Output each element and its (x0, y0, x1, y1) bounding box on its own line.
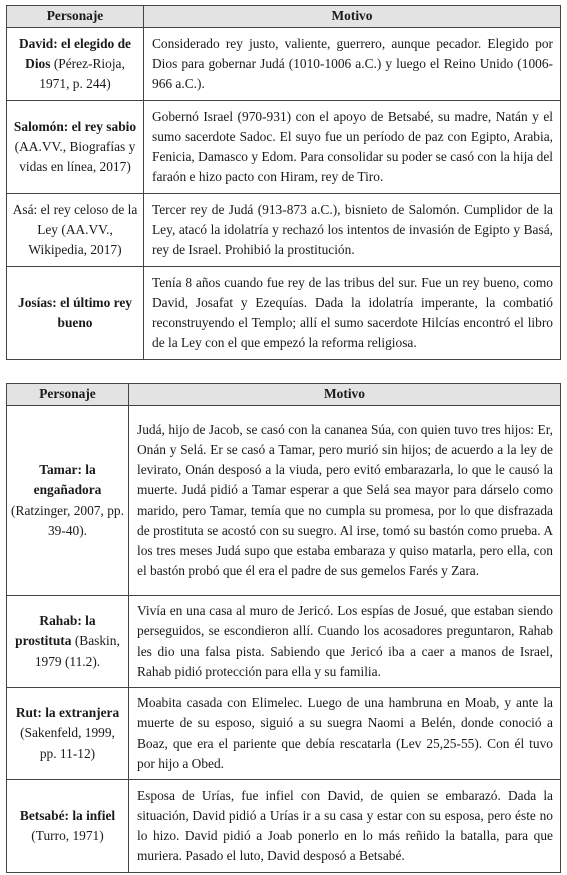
table-row (7, 406, 561, 596)
table-row (7, 780, 561, 873)
person-reference: Asá: el rey celoso de la Ley (AA.VV., Wikipedia, 2017) (12, 201, 138, 258)
reason-cell: Judá, hijo de Jacob, se casó con la cananea Súa, con quien tuvo tres hijos: Er, Onán y Selá. Er se casó a Tamar, pero murió sin hijos; de acuerdo a la ley de levirato, Onán desposó a la viuda, pero evitó embarazarla, lo que le causó la muerte. Judá pidió a Tamar esperar a que Selá sea mayor para dárselo como marido, pero Tamar, temía que no cumpla su promesa, por lo que disfrazada de prostituta se acostó con su suegro. Al irse, tomó su bastón como prueba. A los tres meses Judá supo que estaba embaraza y quiso matarla, pero ella, con el bastón probó que él era el padre de sus gemelos Farés y Zara. (129, 406, 561, 596)
person-cell (7, 267, 144, 360)
header-motivo: Motivo (129, 384, 561, 406)
header-personaje: Personaje (7, 384, 129, 406)
reason-cell: Moabita casada con Elimelec. Luego de una hambruna en Moab, y ante la muerte de su esposo, siguió a su suegra Naomi a Belén, donde conoció a Boaz, que era el pariente que debía rescatarla (Lev 25,25-55). Con él tuvo por hijo a Obed. (129, 688, 561, 780)
person-cell (7, 101, 144, 194)
person-name: Josías: el último rey bueno (18, 294, 132, 330)
table-header-row (7, 6, 561, 28)
person-reference: (Ratzinger, 2007, pp. 39-40). (11, 502, 124, 538)
person-name: Betsabé: la infiel (19, 807, 116, 823)
reason-cell: Esposa de Urías, fue infiel con David, de quien se embarazó. Dada la situación, David pidió a Urías ir a su casa y estar con su esposa, pero éste no lo hizo. David pidió a Joab ponerlo en lo más reñido la batalla, para que muriera. Pasado el luto, David desposó a Betsabé. (129, 780, 561, 873)
person-cell (7, 406, 129, 596)
person-name: Rut: la extranjera (15, 705, 120, 721)
women-table (6, 383, 561, 873)
kings-table (6, 5, 561, 360)
person-reference: (Pérez-Rioja, 1971, p. 244) (39, 55, 125, 92)
person-cell (7, 596, 129, 688)
person-name: Salomón: el rey sabio (13, 118, 137, 134)
reason-cell: Tenía 8 años cuando fue rey de las tribus del sur. Fue un rey bueno, como David, Josafat y Ezequías. Dada la idolatría imperante, la combatió reconstruyendo el Templo; allí el sumo sacerdote Hilcías encontró el libro de la Ley con el que empezó la reforma religiosa. (144, 267, 561, 360)
person-reference: (Baskin, 1979 (11.2). (34, 633, 120, 669)
header-motivo: Motivo (144, 6, 561, 28)
person-name: Rahab: la prostituta (15, 613, 96, 649)
person-cell (7, 28, 144, 101)
reason-cell: Tercer rey de Judá (913-873 a.C.), bisnieto de Salomón. Cumplidor de la Ley, atacó la idolatría y rechazó los intentos de invasión de Egipto y Basá, rey de Israel. Prohibió la prostitución. (144, 194, 561, 267)
person-reference: (Sakenfeld, 1999, pp. 11-12) (20, 725, 115, 761)
reason-cell: Considerado rey justo, valiente, guerrero, aunque pecador. Elegido por Dios para gobernar Judá (1010-1006 a.C.) y luego el Reino Unido (1006-966 a.C.). (144, 28, 561, 101)
person-cell (7, 194, 144, 267)
table-row (7, 596, 561, 688)
header-personaje: Personaje (7, 6, 144, 28)
person-cell (7, 688, 129, 780)
reason-cell: Vivía en una casa al muro de Jericó. Los espías de Josué, que estaban siendo perseguidos, se escondieron allí. Cuando los acosadores preguntaron, Rahab les dio una falsa pista. Sabiendo que Jericó iba a caer a manos de Israel, Rahab pidió protección para ella y su familia. (129, 596, 561, 688)
table-row (7, 688, 561, 780)
person-reference: (AA.VV., Biografías y vidas en línea, 2017) (14, 138, 136, 175)
person-reference: (Turro, 1971) (31, 828, 104, 843)
person-name: David: el elegido de Dios (19, 35, 131, 71)
table-row (7, 267, 561, 360)
reason-cell: Gobernó Israel (970-931) con el apoyo de Betsabé, su madre, Natán y el sumo sacerdote Sadoc. El suyo fue un período de paz con Egipto, Arabia, Fenicia, Damasco y Edom. Para consolidar su poder se casó con la hija del faraón e hizo pacto con Hiram, rey de Tiro. (144, 101, 561, 194)
table-header-row (7, 384, 561, 406)
table-row (7, 194, 561, 267)
table-row (7, 28, 561, 101)
person-name: Tamar: la engañadora (33, 462, 102, 498)
person-cell (7, 780, 129, 873)
table-row (7, 101, 561, 194)
